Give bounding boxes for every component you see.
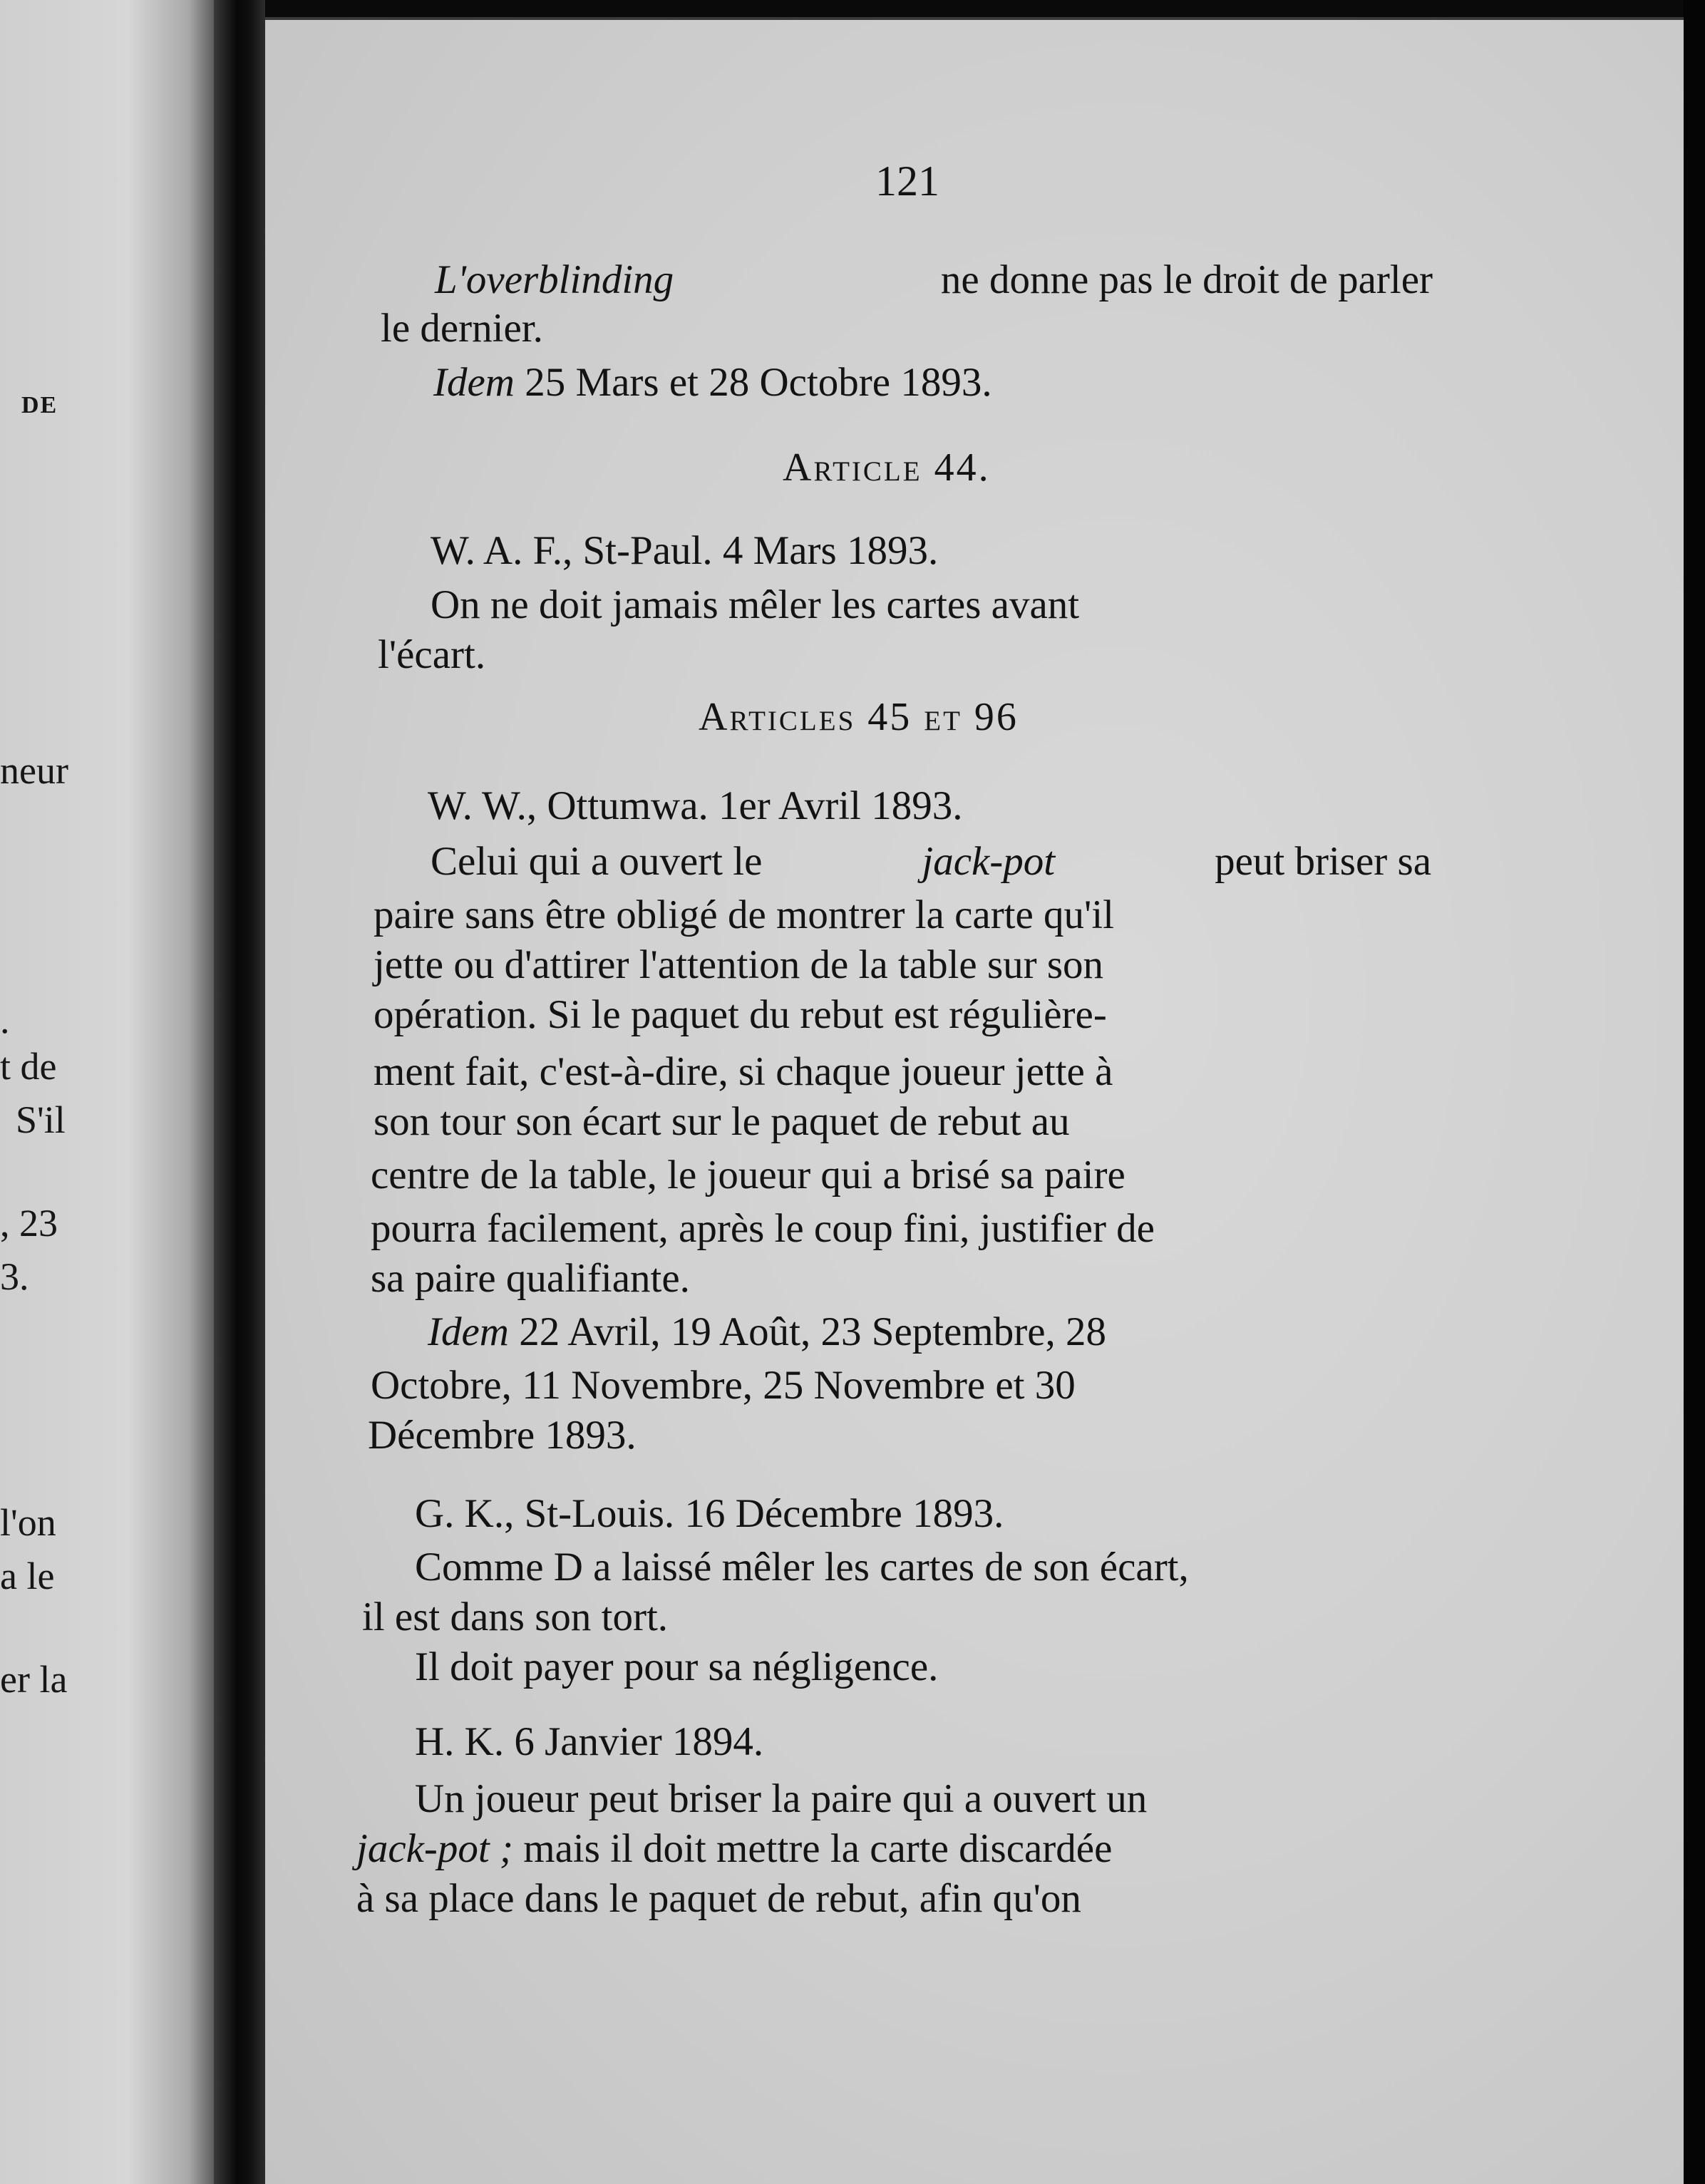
italic-term: jack-pot ;	[356, 1826, 513, 1871]
paragraph-line: à sa place dans le paquet de rebut, afin qu'on	[356, 1876, 1081, 1921]
paragraph-line: paire sans être obligé de montrer la carte qu'il	[374, 892, 1114, 937]
paragraph-line	[431, 841, 1431, 882]
paragraph-line: Décembre 1893.	[368, 1413, 637, 1458]
left-fragment: 3.	[0, 1255, 29, 1298]
source-line: W. W., Ottumwa. 1er Avril 1893.	[428, 783, 963, 828]
left-fragment: , 23	[0, 1202, 58, 1245]
page-number: 121	[875, 158, 939, 205]
italic-term: L'overblinding	[435, 257, 674, 302]
left-fragment: DE	[21, 392, 58, 418]
left-fragment: a le	[0, 1555, 55, 1597]
text-run: On ne doit jamais mêler les cartes avant	[431, 582, 1080, 627]
heading-text: Article 44.	[783, 445, 991, 490]
source-line: W. A. F., St-Paul. 4 Mars 1893.	[431, 528, 939, 573]
left-facing-page	[0, 0, 214, 2184]
idem-line	[433, 362, 992, 403]
source-line: H. K. 6 Janvier 1894.	[415, 1719, 764, 1764]
idem-label: Idem	[433, 360, 515, 405]
paragraph-line: le dernier.	[381, 306, 543, 351]
heading-text: Articles 45 et 96	[699, 695, 1019, 739]
idem-dates: 25 Mars et 28 Octobre 1893.	[525, 360, 992, 405]
paragraph-line: jette ou d'attirer l'attention de la table sur son	[374, 942, 1104, 987]
paragraph-line: Un joueur peut briser la paire qui a ouvert un	[415, 1776, 1148, 1821]
left-fragment: .	[0, 999, 10, 1041]
idem-dates: 22 Avril, 19 Août, 23 Septembre, 28	[519, 1309, 1107, 1354]
text-run: peut briser sa	[1215, 839, 1431, 884]
paragraph-line	[435, 259, 1433, 300]
left-fragment: S'il	[16, 1098, 66, 1141]
paragraph-line: centre de la table, le joueur qui a brisé sa paire	[371, 1153, 1125, 1197]
left-fragment: neur	[0, 749, 68, 792]
paragraph-line: sa paire qualifiante.	[371, 1256, 690, 1301]
italic-term: jack-pot	[922, 839, 1056, 884]
scan-border	[1684, 0, 1705, 2184]
text-run: ne donne pas le droit de parler	[940, 257, 1433, 302]
paragraph-line	[356, 1828, 1112, 1869]
section-heading	[783, 445, 991, 490]
left-fragment: t de	[0, 1045, 57, 1088]
paragraph-line: opération. Si le paquet du rebut est régulière-	[374, 992, 1107, 1037]
section-heading	[699, 697, 1019, 737]
source-line: G. K., St-Louis. 16 Décembre 1893.	[415, 1491, 1004, 1536]
idem-label: Idem	[428, 1309, 509, 1354]
paragraph-line: Octobre, 11 Novembre, 25 Novembre et 30	[371, 1363, 1076, 1408]
paragraph-line: son tour son écart sur le paquet de rebut au	[374, 1099, 1070, 1144]
left-fragment: er la	[0, 1658, 68, 1701]
paragraph-line: pourra facilement, après le coup fini, justifier de	[371, 1206, 1155, 1251]
paragraph-line: l'écart.	[378, 632, 486, 677]
text-run: mais il doit mettre la carte discardée	[523, 1826, 1113, 1871]
paragraph-line: Comme D a laissé mêler les cartes de son écart,	[415, 1545, 1189, 1590]
paragraph-line: ment fait, c'est-à-dire, si chaque joueur jette à	[374, 1049, 1113, 1094]
paragraph-line: il est dans son tort.	[362, 1595, 669, 1639]
book-gutter	[214, 0, 265, 2184]
text-run: Celui qui a ouvert le	[431, 839, 763, 884]
left-fragment: l'on	[0, 1501, 56, 1544]
idem-line	[428, 1309, 1107, 1354]
paragraph-line	[431, 584, 1434, 625]
paragraph-line: Il doit payer pour sa négligence.	[415, 1644, 939, 1689]
